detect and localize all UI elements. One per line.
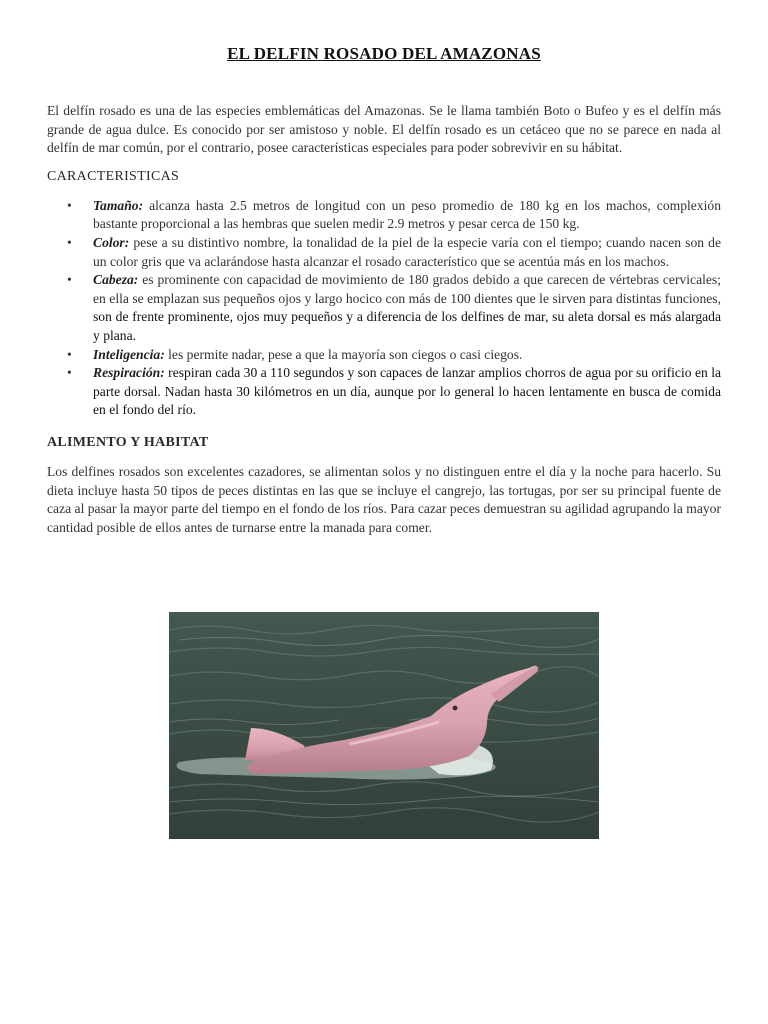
list-item-term: Inteligencia: <box>93 346 165 362</box>
bullet-icon: • <box>67 346 72 362</box>
bullet-icon: • <box>67 197 72 213</box>
list-item-respiracion <box>47 364 721 420</box>
list-item-inteligencia <box>47 346 721 365</box>
document-page <box>47 0 721 537</box>
list-item-term: Respiración: <box>93 365 165 381</box>
dolphin-photo <box>169 612 599 839</box>
document-title: EL DELFIN ROSADO DEL AMAZONAS <box>227 44 541 63</box>
bullet-icon: • <box>67 234 72 250</box>
list-item-text: alcanza hasta 2.5 metros de longitud con un peso promedio de 180 kg en los machos, complexión bastante proporcional a las hembras que suelen medir 2.9 metros y pesar cerca de 150 kg. <box>93 197 721 232</box>
list-item-term: Tamaño: <box>93 197 144 213</box>
list-item-term: Color: <box>93 234 130 250</box>
list-item-cabeza <box>47 271 721 345</box>
dolphin-eye <box>453 706 458 711</box>
characteristics-list <box>47 197 721 420</box>
water-background <box>169 612 599 839</box>
section-heading-alimento: ALIMENTO Y HABITAT <box>47 434 209 450</box>
bullet-icon: • <box>67 272 72 288</box>
list-item-tamano <box>47 197 721 234</box>
intro-paragraph: El delfín rosado es una de las especies emblemáticas del Amazonas. Se le llama también Boto o Bufeo y es el delfín más grande de agua dulce. Es conocido por ser amistoso y noble. El delfín rosado es un cetáceo que no se parece en nada al delfín de mar común, por el contrario, posee características especiales para poder sobrevivir en su hábitat. <box>47 103 721 156</box>
alimento-paragraph: Los delfines rosados son excelentes cazadores, se alimentan solos y no distinguen entre el día y la noche para hacerlo. Su dieta incluye hasta 50 tipos de peces distintas en las que se incluye el cangrejo, las tortugas, por ser su principal fuente de caza al pasar la mayor parte del tiempo en el fondo de los ríos. Para cazar peces demuestran su agilidad agrupando la mayor cantidad posible de ellos antes de turnarse entre la manada para comer. <box>47 463 721 535</box>
list-item-color <box>47 234 721 271</box>
bullet-icon: • <box>67 365 72 381</box>
list-item-text: respiran cada 30 a 110 segundos y son capaces de lanzar amplios chorros de agua por su orificio en la parte dorsal. Nadan hasta 30 kilómetros en un día, aunque por lo general lo hacen lentamente en busca de comida en el fondo del río. <box>93 365 721 418</box>
list-item-text: es prominente con capacidad de movimiento de 180 grados debido a que carecen de vértebras cervicales; en ella se emplazan sus pequeños ojos y largo hocico con más de 100 dientes que le sirven para distintas funciones, <box>93 272 721 306</box>
dolphin-illustration <box>169 612 599 839</box>
list-item-text-extra: son de frente prominente, ojos muy pequeños y a diferencia de los delfines de mar, su aleta dorsal es más alargada y plana. <box>93 309 721 343</box>
section-heading-caracteristicas: CARACTERISTICAS <box>47 168 180 184</box>
list-item-term: Cabeza: <box>93 272 139 288</box>
list-item-text: pese a su distintivo nombre, la tonalidad de la piel de la especie varía con el tiempo; cuando nacen son de un color gris que va aclarándose hasta alcanzar el rosado característico que se acentúa más en los machos. <box>93 234 721 269</box>
list-item-text: les permite nadar, pese a que la mayoría son ciegos o casi ciegos. <box>164 346 523 362</box>
